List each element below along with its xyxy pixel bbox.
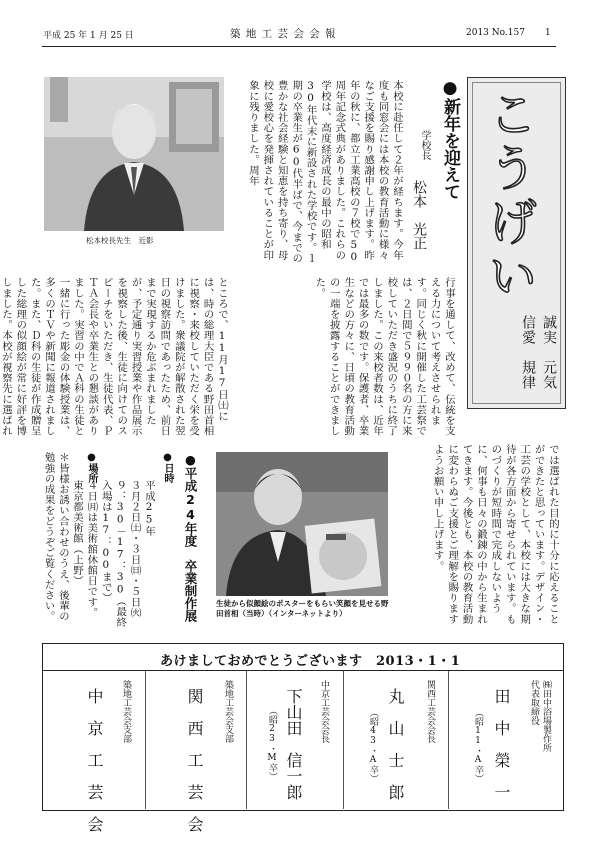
author-name: 松本 光正: [411, 180, 427, 250]
exhibit-note-line: ＊皆様お誘い合わせのうえ、後輩の勉強の成果をどうぞご覧ください。: [42, 452, 69, 622]
exhibit-date-line: ４日㈪は美術館休館日です。: [85, 480, 98, 618]
ad-role: 代表取締役: [529, 680, 539, 725]
ad-separator: [448, 671, 449, 809]
ad-name: 下山田 信一郎: [284, 688, 303, 800]
header-rule: [42, 46, 556, 47]
exhibit-place-line: 東京都美術館（上野）: [71, 480, 83, 586]
ad-org: 関西工芸会会長: [425, 680, 435, 743]
principal-photo: [44, 77, 224, 231]
exhibit-date-lines: [85, 480, 156, 630]
issue-number: 2013 No.157: [466, 28, 525, 38]
greeting-title: あけましておめでとうございます 2013・1・1: [160, 654, 461, 669]
exhibit-note: [42, 452, 70, 630]
article-text-middle: 行事を通して、改めて、伝統を支える力について考えさせられます。同じく秋に開催した工芸祭では、２日間で５９９０名の方に来校していただき盛況のうちに終了しました。この来校者数は、近年では最多の数です。保護者、卒業生などの方々に、日頃の教育活動の一端を披露することができました。: [313, 277, 455, 436]
article-text-middle-continued: ところで、11月17日㈯には、時の総理大臣である野田首相に視察・来校していただく栄を受けました。衆議院が解散された翌日の視察訪問であったため、前日まで実現するか危ぶまれましたが、予定通り実習授業や作品展示を視察した後、生徒に向けてのスピーチをいただき、生徒代表、ＰＴＡ会長や卒業生との懇談がありました。実習の中でＡ科の生徒と一緒に行った彫金の体験授業は、多くのＴＶや新聞に報道されました。また、Ｄ科の生徒が作成贈呈した総理の似顔絵が常に好評を博しました。本校が視察先に選ばれ: [0, 277, 228, 436]
masthead-title: こうげい: [480, 88, 538, 304]
page-number: 1: [545, 28, 551, 38]
ad-name: 関 西 工 芸 会: [185, 688, 204, 832]
newsletter-title: 築 地 工 芸 会 会 報: [230, 28, 337, 40]
exhibit-heading: ●平成24年度 卒業制作展: [183, 452, 198, 622]
article-heading: ●新年を迎えて: [440, 78, 460, 200]
ad-name: 丸 山 士 郎: [386, 688, 405, 800]
ad-org: 中京工芸会会長: [319, 680, 329, 743]
author-role: 学校長: [419, 130, 430, 160]
ad-org: ㈱田中浴場製作所: [541, 680, 551, 752]
exhibit-place-label: ●場所: [86, 452, 97, 483]
prime-minister-photo-caption: 生徒から似顔絵のポスターをもらい笑顔を見せる野田首相（当時）（インターネットより）: [216, 599, 389, 618]
ad-name: 中 京 工 芸 会: [85, 688, 104, 832]
exhibit-date-line: ３月２日㈯・３日㈰・５日㈫: [128, 480, 141, 618]
exhibit-date-line: 平成25年: [143, 480, 155, 537]
ad-note: （昭43・A卒）: [368, 708, 378, 783]
ad-name: 田 中 榮 一: [492, 688, 511, 800]
principal-photo-caption: 松本校長先生 近影: [86, 236, 154, 245]
ad-org: 築地工芸会支部: [223, 680, 233, 743]
article-text-conclusion: では選ばれた目的に十分に応えることができたと思っています。デザイン・工芸の学校として、本校には大きな期待が各方面から寄せられています。ものづくりが短時間で完成しないように、何事も日々の鍛錬の中から生まれてきます。今後とも、本校の教育活動に変わらぬご支援とご理解を賜りますようお願い申し上げます。: [431, 444, 559, 625]
exhibit-date-label: ●日時: [162, 452, 173, 483]
greeting-rule: [42, 670, 563, 671]
principal-photo-image: [44, 77, 224, 231]
prime-minister-photo-image: [216, 452, 388, 596]
exhibit-place-lines: [70, 480, 84, 630]
exhibit-date-line: ９：30－17：30（最終入場は17：00まで）: [99, 480, 127, 628]
ad-org: 築地工芸会支部: [121, 680, 131, 743]
prime-minister-photo: [216, 452, 388, 596]
ad-separator: [145, 671, 146, 809]
article-text-top: 本校に赴任して２年が経ちます。今年度も同窓会には本校の教育活動に様々なご支援を賜り感謝申し上げます。昨年の秋に、都立工業高校の７校で50周年記念式典がありました。これらの学校は、高度経済成長の最中の昭和30年代末に新設された学校です。１期の卒業生が60代半ばで、今までの豊かな社会経験と知恵を持ち寄り、母校に愛校心を発揮されていることが印象に残りました。周年: [246, 80, 403, 264]
ad-note: （昭23・M卒）: [267, 706, 277, 781]
issue-date: 平成 25 年 1 月 25 日: [43, 31, 134, 41]
motto-right: 誠実 元気: [541, 315, 557, 390]
motto-left: 信愛 規律: [520, 315, 536, 390]
ad-note: （昭11・A卒）: [473, 708, 483, 783]
ad-separator: [246, 671, 247, 809]
ad-separator: [343, 671, 344, 809]
